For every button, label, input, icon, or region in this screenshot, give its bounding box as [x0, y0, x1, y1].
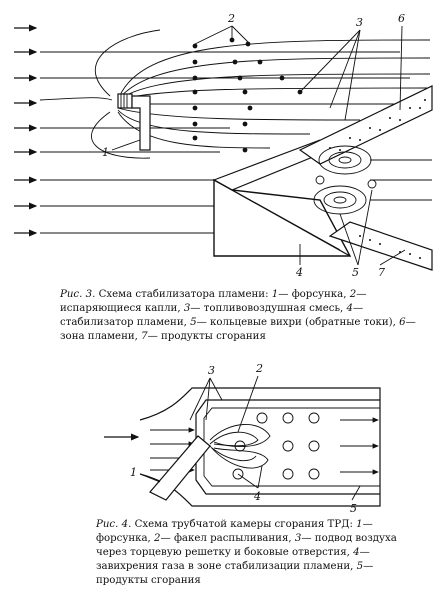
fig3-item-text: — зона пламени,: [60, 317, 416, 342]
fig3-item-num: 1: [271, 289, 279, 300]
fig3-label-6: 6: [398, 12, 405, 25]
figure-3-title: Схема стабилизатора пламени:: [98, 289, 269, 300]
fig3-label-4: 4: [296, 266, 303, 279]
fig4-label-3: 3: [208, 364, 215, 377]
fig3-item-num: 7: [141, 331, 148, 342]
fig4-item-num: 3: [294, 533, 302, 544]
fig3-item-text: — испаряющиеся капли,: [60, 289, 367, 314]
fig4-item-num: 5: [356, 561, 364, 572]
fig4-item-num: 2: [154, 533, 161, 544]
fig3-item-text: — кольцевые вихри (обратные токи),: [196, 317, 400, 328]
fig4-item-text: — продукты сгорания: [96, 561, 374, 586]
figure-3-number: Рис. 3.: [60, 289, 96, 300]
fig4-label-1: 1: [130, 466, 137, 479]
fig4-item-num: 4: [353, 547, 360, 558]
fig3-item-num: 5: [190, 317, 197, 328]
fig3-item-text: — топливовоздушная смесь,: [190, 303, 347, 314]
figure-4-title: Схема трубчатой камеры сгорания ТРД:: [134, 519, 353, 530]
fig3-item-num: 6: [399, 317, 406, 328]
figure-4-diagram: [104, 376, 380, 506]
fig3-item-text: — стабилизатор пламени,: [60, 303, 364, 328]
fig4-label-5: 5: [350, 502, 357, 515]
fig4-item-text: — подвод воздуха через торцевую решетку и боковые отверстия,: [96, 533, 397, 558]
fig3-item-num: 2: [349, 289, 357, 300]
fig3-item-num: 3: [183, 303, 191, 314]
fig3-label-1: 1: [102, 146, 109, 159]
figure-4-number: Рис. 4.: [96, 519, 132, 530]
fig3-item-num: 4: [346, 303, 353, 314]
inflow-arrows: [14, 28, 36, 233]
fig4-item-text: — завихрения газа в зоне стабилизации пламени,: [96, 547, 370, 572]
fig3-label-5: 5: [352, 266, 359, 279]
fig4-item-num: 1: [356, 519, 363, 530]
fig3-item-text: — продукты сгорания: [147, 331, 266, 342]
fig3-item-text: — форсунка,: [278, 289, 350, 300]
fig4-item-text: — форсунка,: [96, 519, 373, 544]
fig3-label-7: 7: [378, 266, 385, 279]
nozzle: [118, 94, 150, 150]
fig4-label-2: 2: [256, 362, 263, 375]
flame-zone-upper: [300, 86, 432, 164]
fig4-label-4: 4: [254, 490, 261, 503]
figure-4-caption: [96, 518, 420, 588]
fig4-item-text: — факел распыливания,: [160, 533, 295, 544]
figure-3-caption: [60, 288, 432, 344]
fig3-label-2: 2: [228, 12, 235, 25]
fig3-label-3: 3: [356, 16, 363, 29]
droplets: [193, 38, 303, 153]
